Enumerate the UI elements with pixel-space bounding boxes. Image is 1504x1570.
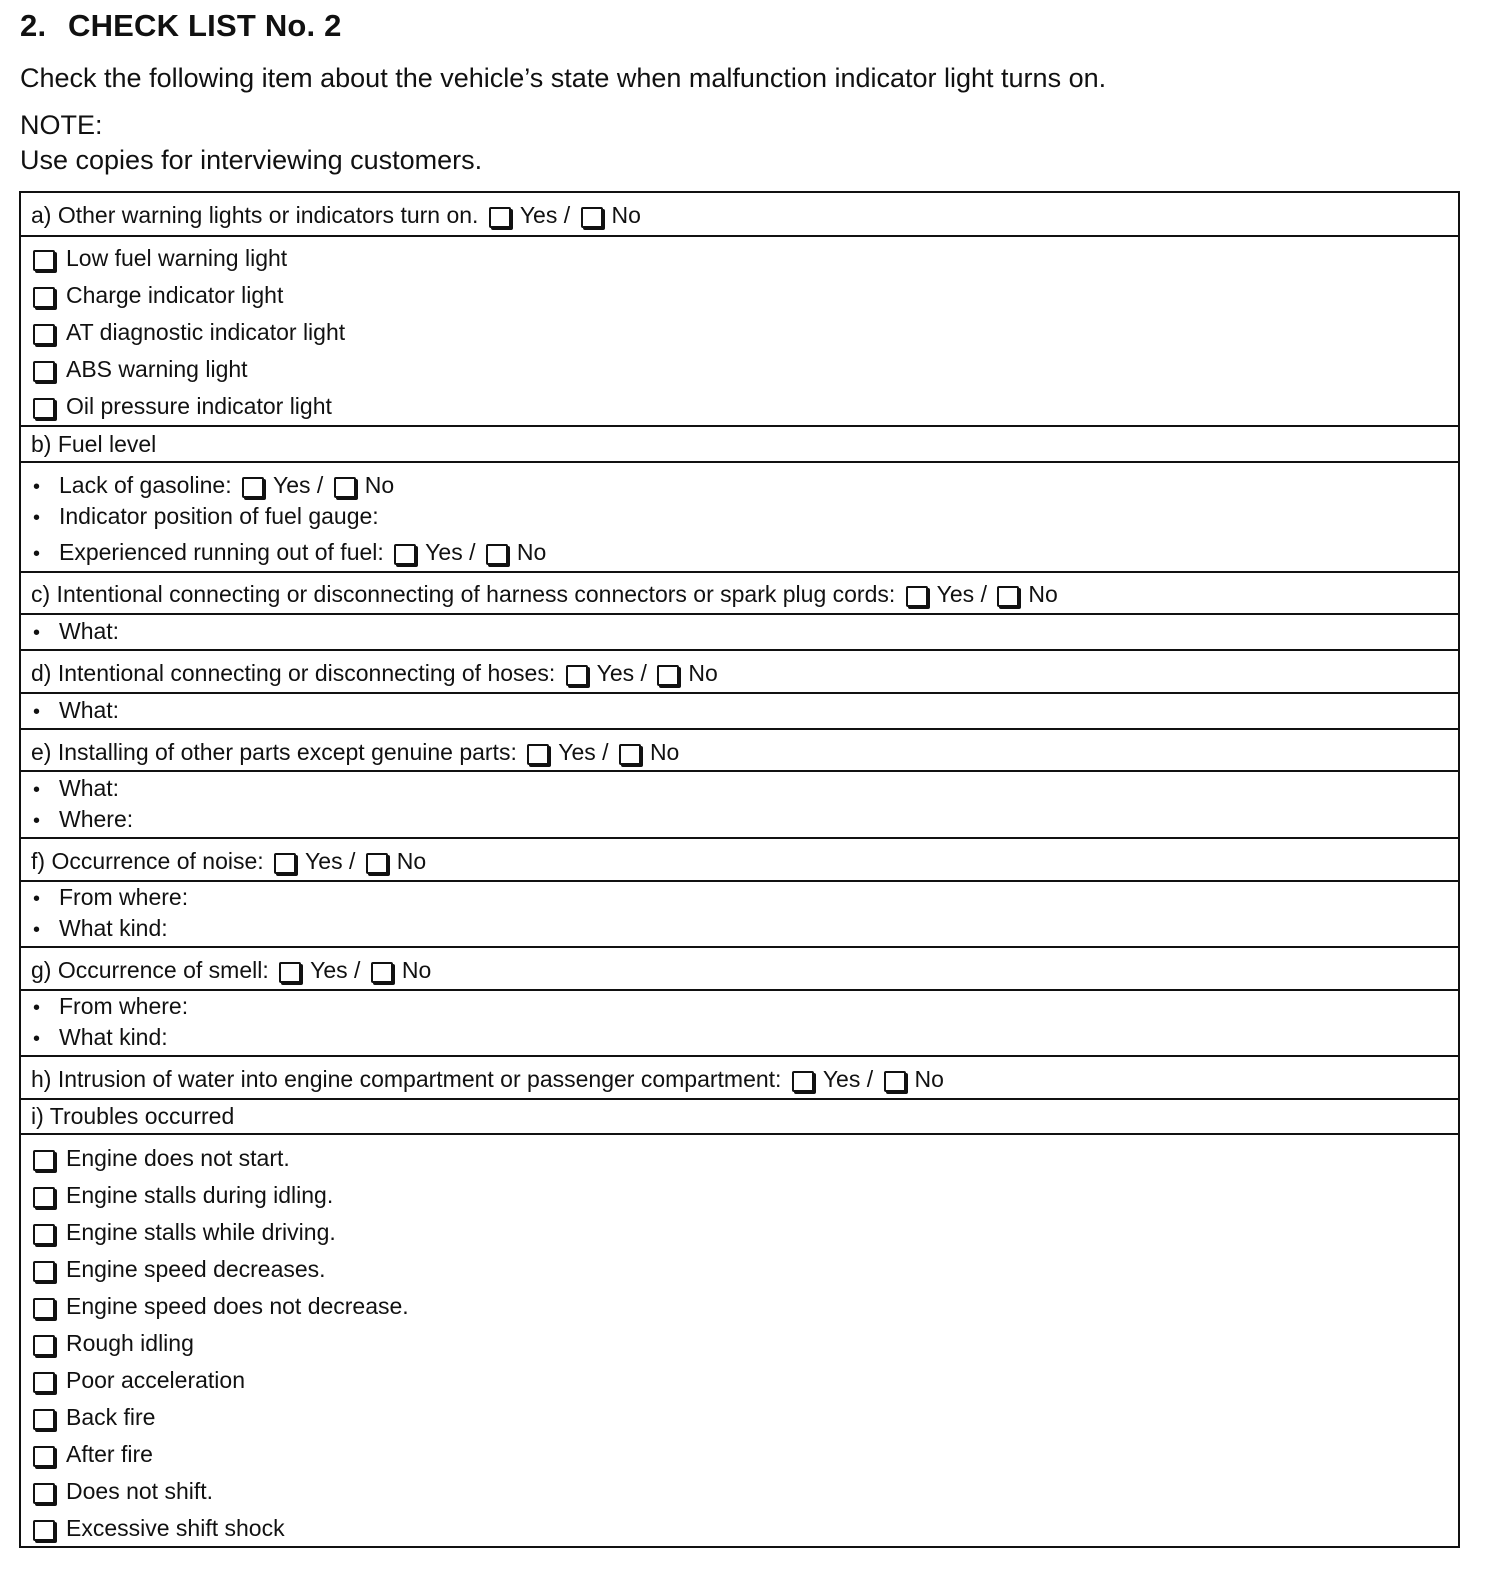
item-label: Oil pressure indicator light xyxy=(66,393,332,419)
item-label: Engine stalls while driving. xyxy=(66,1219,336,1245)
item-label: Engine stalls during idling. xyxy=(66,1182,334,1208)
yes-label: Yes / xyxy=(519,202,571,228)
yes-label: Yes / xyxy=(822,1066,874,1092)
checkbox[interactable] xyxy=(33,287,55,308)
no-label: No xyxy=(914,1066,944,1092)
checkbox[interactable] xyxy=(33,398,55,419)
no-checkbox[interactable] xyxy=(884,1071,906,1092)
fuel-gauge-row xyxy=(31,498,379,534)
question-e-text: e) Installing of other parts except genuine parts: xyxy=(31,739,517,765)
divider xyxy=(21,1055,1458,1057)
list-item xyxy=(33,1214,336,1251)
what-label: What: xyxy=(59,697,120,723)
question-c xyxy=(31,576,1058,612)
divider xyxy=(21,946,1458,948)
no-checkbox[interactable] xyxy=(581,207,603,228)
what-kind-row xyxy=(31,910,168,946)
divider xyxy=(21,989,1458,991)
item-label: Back fire xyxy=(66,1404,156,1430)
list-item xyxy=(33,351,248,388)
what-row xyxy=(31,613,119,649)
checkbox[interactable] xyxy=(33,1224,55,1245)
checkbox[interactable] xyxy=(33,250,55,271)
list-item xyxy=(33,1510,285,1547)
intro-text: Check the following item about the vehicle’s state when malfunction indicator light turns on. xyxy=(20,63,1107,93)
bullet: • xyxy=(33,543,41,565)
yes-label: Yes / xyxy=(936,581,987,607)
question-a-text: a) Other warning lights or indicators turn on. xyxy=(31,202,479,228)
no-label: No xyxy=(688,660,718,686)
item-label: Engine does not start. xyxy=(66,1145,290,1171)
list-item xyxy=(33,1140,290,1177)
list-item xyxy=(33,1325,194,1362)
list-item xyxy=(33,1251,326,1288)
what-kind-label: What kind: xyxy=(59,1024,168,1050)
item-label: Does not shift. xyxy=(66,1478,214,1504)
lack-of-gasoline-label: Lack of gasoline: xyxy=(59,472,232,498)
question-d-text: d) Intentional connecting or disconnecting of hoses: xyxy=(31,660,556,686)
yes-label: Yes / xyxy=(310,957,361,983)
bullet: • xyxy=(33,919,41,941)
divider xyxy=(21,728,1458,730)
from-where-label: From where: xyxy=(59,993,189,1019)
page-title xyxy=(20,8,342,44)
question-c-text: c) Intentional connecting or disconnecting of harness connectors or spark plug cords: xyxy=(31,581,896,607)
fuel-gauge-label: Indicator position of fuel gauge: xyxy=(59,503,379,529)
list-item xyxy=(33,277,283,314)
ran-out-of-fuel-row xyxy=(31,534,546,570)
item-label: After fire xyxy=(66,1441,153,1467)
question-f-text: f) Occurrence of noise: xyxy=(31,848,264,874)
yes-checkbox[interactable] xyxy=(274,853,296,874)
list-item xyxy=(33,314,345,351)
item-label: Charge indicator light xyxy=(66,282,284,308)
checkbox[interactable] xyxy=(33,1409,55,1430)
item-label: Engine speed decreases. xyxy=(66,1256,326,1282)
what-row xyxy=(31,692,119,728)
yes-label: Yes / xyxy=(273,472,324,498)
no-label: No xyxy=(401,957,432,983)
question-d xyxy=(31,655,718,691)
question-g xyxy=(31,952,431,988)
list-item xyxy=(33,240,287,277)
divider xyxy=(21,880,1458,882)
bullet: • xyxy=(33,779,41,801)
item-label: Low fuel warning light xyxy=(66,245,288,271)
checkbox[interactable] xyxy=(33,1372,55,1393)
list-item xyxy=(33,1399,155,1436)
what-kind-label: What kind: xyxy=(59,915,168,941)
divider xyxy=(21,837,1458,839)
yes-checkbox[interactable] xyxy=(906,586,928,607)
yes-checkbox[interactable] xyxy=(279,962,301,983)
no-label: No xyxy=(516,539,547,565)
item-label: ABS warning light xyxy=(66,356,248,382)
note-label: NOTE: xyxy=(20,110,103,140)
note-text: Use copies for interviewing customers. xyxy=(20,145,483,175)
checkbox[interactable] xyxy=(33,1150,55,1171)
no-checkbox[interactable] xyxy=(619,744,641,765)
list-item xyxy=(33,388,332,425)
divider xyxy=(21,692,1458,694)
what-kind-row xyxy=(31,1019,168,1055)
question-h xyxy=(31,1061,944,1097)
ran-out-of-fuel-label: Experienced running out of fuel: xyxy=(59,539,384,565)
checkbox[interactable] xyxy=(33,1298,55,1319)
checkbox[interactable] xyxy=(33,1446,55,1467)
no-checkbox[interactable] xyxy=(657,665,679,686)
yes-label: Yes / xyxy=(596,660,647,686)
yes-checkbox[interactable] xyxy=(489,207,511,228)
checklist-title: CHECK LIST No. 2 xyxy=(68,8,342,43)
bullet: • xyxy=(33,1028,41,1050)
no-label: No xyxy=(649,739,680,765)
from-where-label: From where: xyxy=(59,884,189,910)
divider xyxy=(21,1133,1458,1135)
no-checkbox[interactable] xyxy=(486,544,508,565)
yes-label: Yes / xyxy=(305,848,356,874)
yes-label: Yes / xyxy=(425,539,476,565)
bullet: • xyxy=(33,476,41,498)
checkbox[interactable] xyxy=(33,361,55,382)
divider xyxy=(21,425,1458,427)
question-f xyxy=(31,843,426,879)
yes-checkbox[interactable] xyxy=(394,544,416,565)
yes-checkbox[interactable] xyxy=(242,477,264,498)
item-label: Excessive shift shock xyxy=(66,1515,285,1541)
question-e xyxy=(31,734,679,770)
bullet: • xyxy=(33,701,41,723)
item-label: Engine speed does not decrease. xyxy=(66,1293,409,1319)
checkbox[interactable] xyxy=(33,1187,55,1208)
question-a xyxy=(31,197,641,233)
what-label: What: xyxy=(59,775,120,801)
bullet: • xyxy=(33,507,41,529)
checkbox[interactable] xyxy=(33,1483,55,1504)
divider xyxy=(21,649,1458,651)
divider xyxy=(21,461,1458,463)
no-label: No xyxy=(611,202,641,228)
where-label: Where: xyxy=(59,806,134,832)
checkbox[interactable] xyxy=(33,324,55,345)
yes-label: Yes / xyxy=(558,739,609,765)
checklist-table xyxy=(19,191,1460,1548)
bullet: • xyxy=(33,997,41,1019)
bullet: • xyxy=(33,622,41,644)
no-checkbox[interactable] xyxy=(997,586,1019,607)
question-g-text: g) Occurrence of smell: xyxy=(31,957,269,983)
what-label: What: xyxy=(59,618,120,644)
list-item xyxy=(33,1436,153,1473)
divider xyxy=(21,770,1458,772)
yes-checkbox[interactable] xyxy=(527,744,549,765)
no-label: No xyxy=(1028,581,1058,607)
list-item xyxy=(33,1362,245,1399)
no-label: No xyxy=(396,848,427,874)
list-item xyxy=(33,1473,213,1510)
section-i-title: i) Troubles occurred xyxy=(31,1103,235,1129)
no-label: No xyxy=(364,472,395,498)
checkbox[interactable] xyxy=(33,1520,55,1541)
yes-checkbox[interactable] xyxy=(792,1071,814,1092)
section-b-title: b) Fuel level xyxy=(31,431,157,457)
divider xyxy=(21,235,1458,237)
checkbox[interactable] xyxy=(33,1261,55,1282)
yes-checkbox[interactable] xyxy=(566,665,588,686)
item-label: AT diagnostic indicator light xyxy=(66,319,346,345)
section-number: 2. xyxy=(20,8,47,43)
divider xyxy=(21,571,1458,573)
bullet: • xyxy=(33,810,41,832)
list-item xyxy=(33,1288,409,1325)
no-checkbox[interactable] xyxy=(366,853,388,874)
list-item xyxy=(33,1177,333,1214)
no-checkbox[interactable] xyxy=(334,477,356,498)
item-label: Rough idling xyxy=(66,1330,194,1356)
checkbox[interactable] xyxy=(33,1335,55,1356)
divider xyxy=(21,1098,1458,1100)
question-h-text: h) Intrusion of water into engine compartment or passenger compartment: xyxy=(31,1066,782,1092)
where-row xyxy=(31,801,133,837)
bullet: • xyxy=(33,888,41,910)
divider xyxy=(21,613,1458,615)
no-checkbox[interactable] xyxy=(371,962,393,983)
item-label: Poor acceleration xyxy=(66,1367,245,1393)
